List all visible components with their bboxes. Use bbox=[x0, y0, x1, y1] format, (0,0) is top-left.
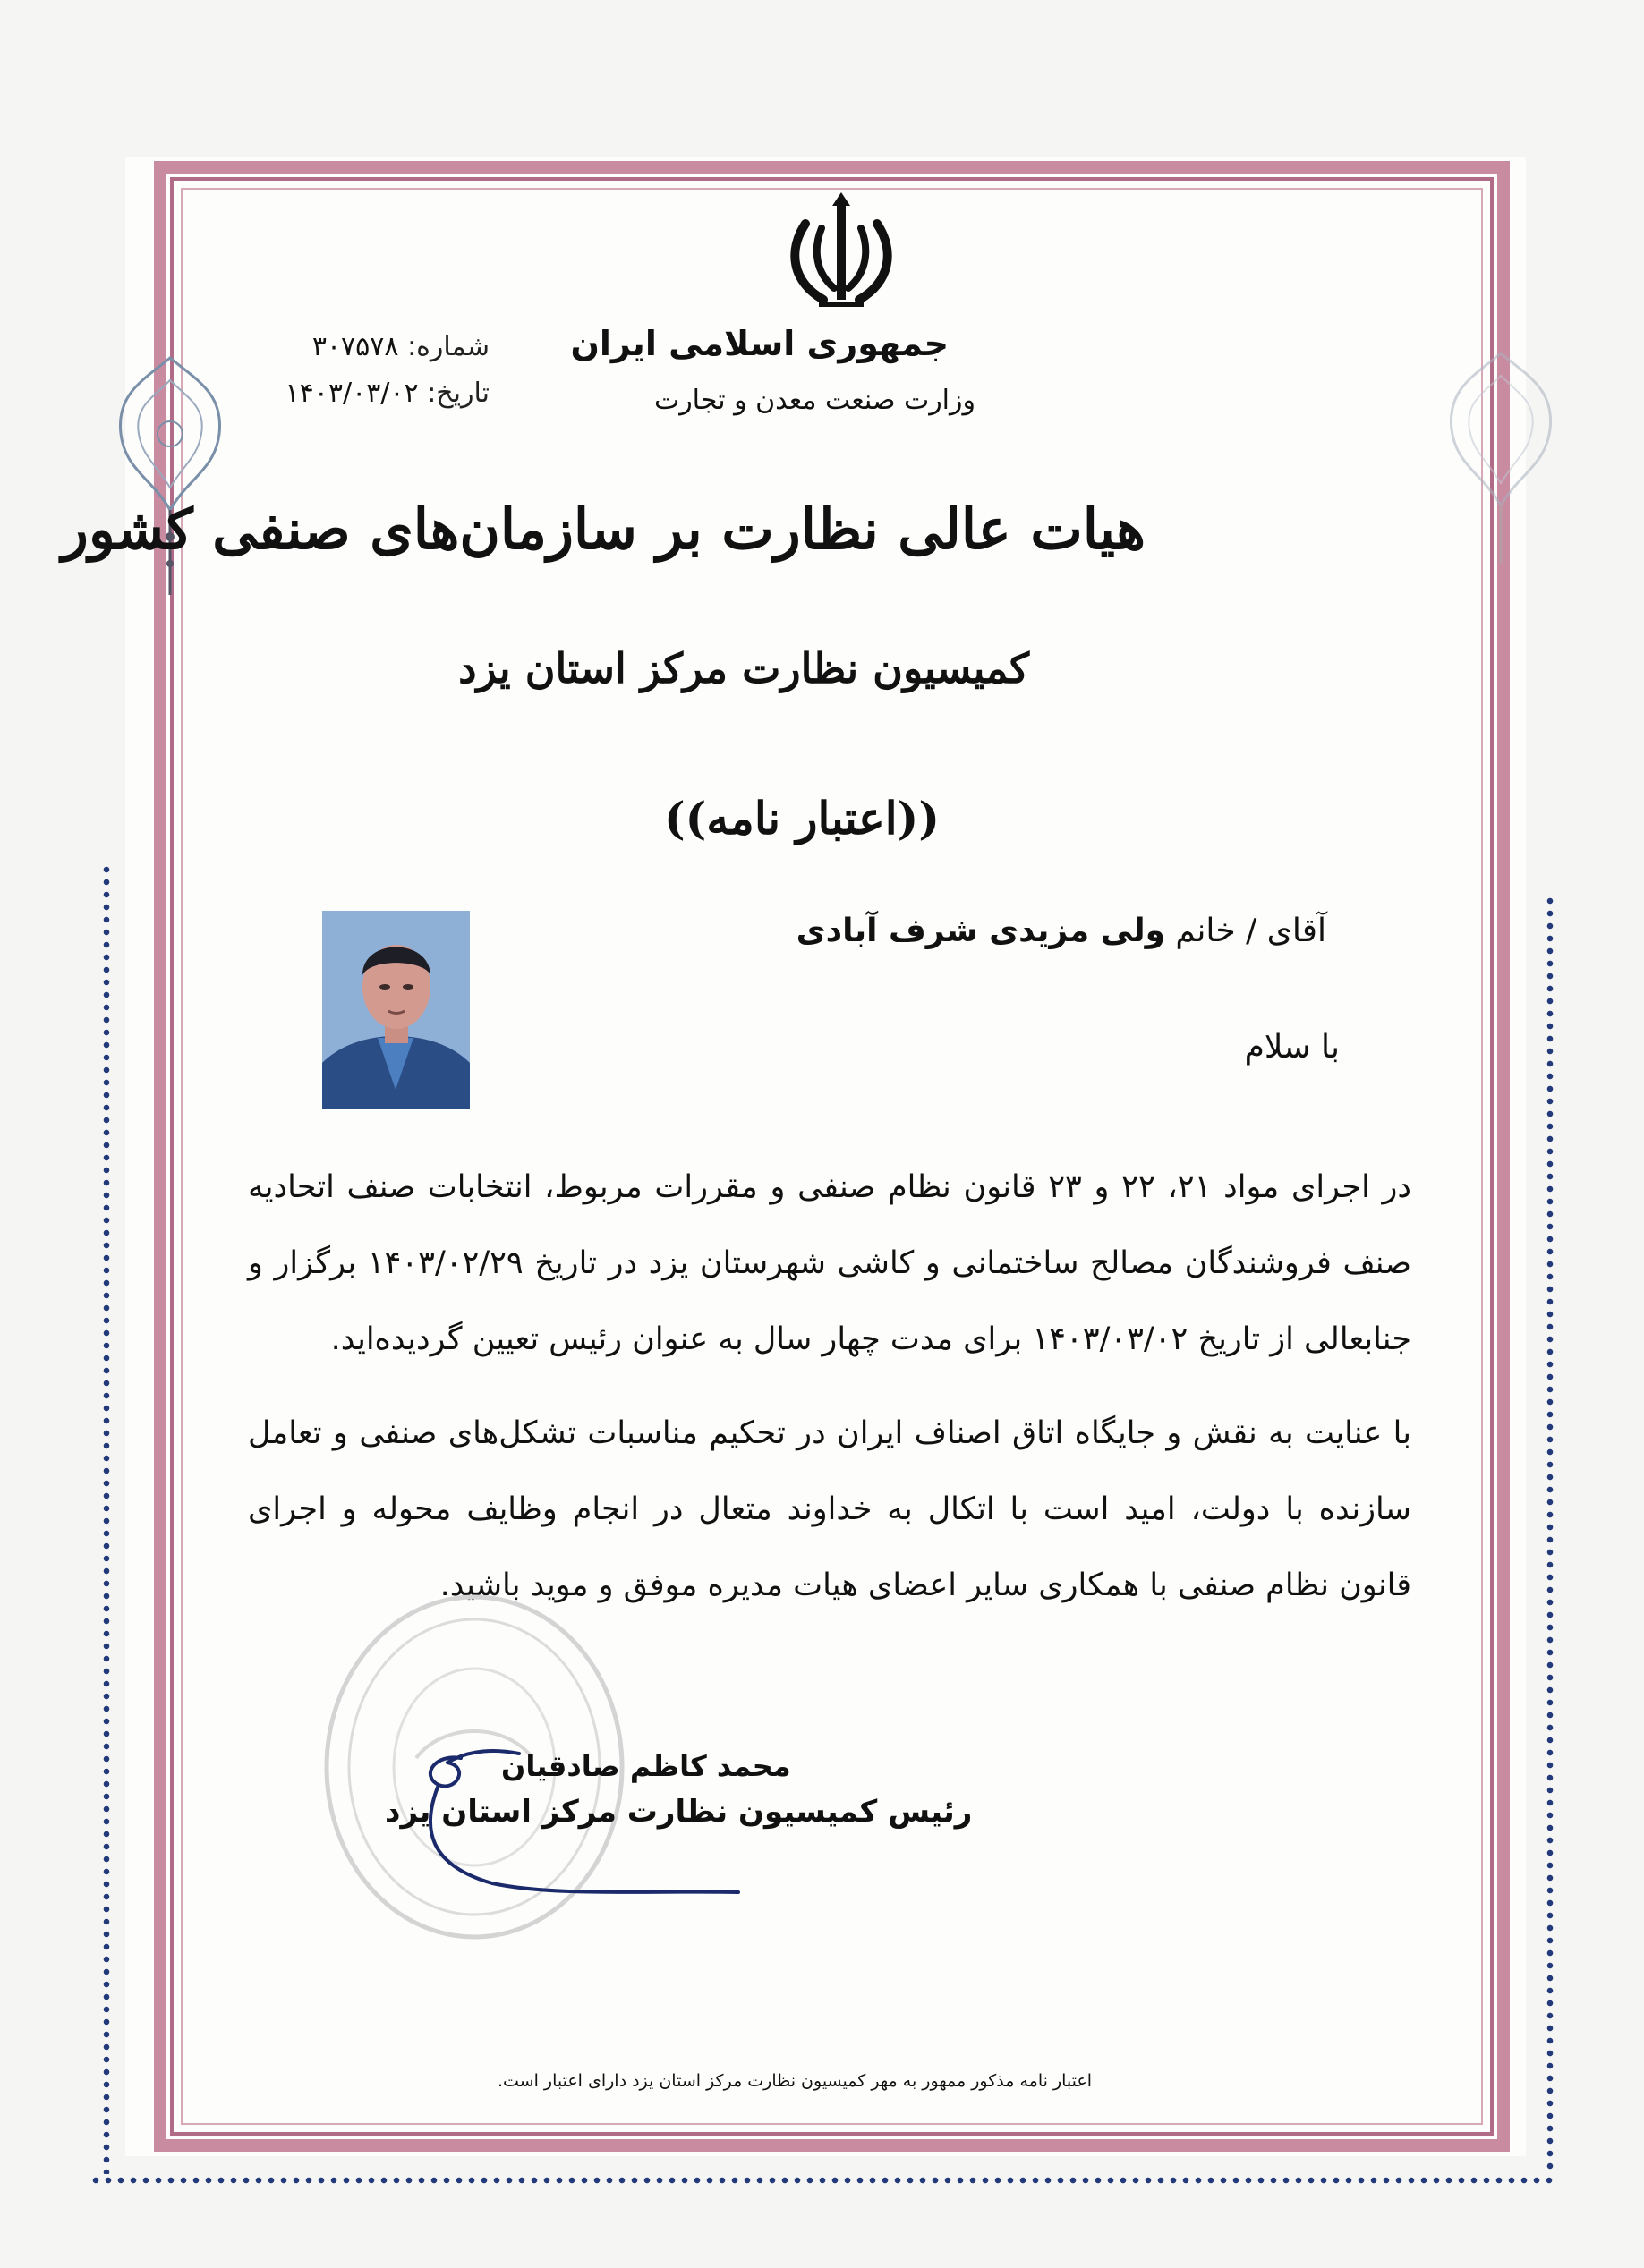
perforation-dots-left bbox=[100, 863, 113, 2174]
document-type-title: ((اعتبار نامه)) bbox=[663, 792, 940, 845]
salutation: با سلام bbox=[1244, 1029, 1340, 1066]
perforation-dots-bottom bbox=[89, 2174, 1557, 2187]
recipient-prefix: آقای / خانم bbox=[1175, 913, 1326, 949]
signatory-name: محمد کاظم صادقیان bbox=[501, 1749, 791, 1783]
ornament-icon bbox=[1443, 349, 1559, 573]
ornament-icon bbox=[112, 353, 228, 604]
recipient-name: ولی مزیدی شرف آبادی bbox=[796, 913, 1165, 949]
body-paragraph-1: در اجرای مواد ۲۱، ۲۲ و ۲۳ قانون نظام صنفی و مقررات مربوط، انتخابات صنف اتحادیه صنف فروشندگان مصالح ساختمانی و کاشی شهرستان یزد در تاریخ ۱۴۰۳/۰۲/۲۹ برگزار و جنابعالی از تاریخ ۱۴۰۳/۰۳/۰۲ برای مدت چهار سال به عنوان رئیس تعیین گردیده‌اید. bbox=[248, 1169, 1412, 1357]
portrait-photo bbox=[322, 911, 470, 1109]
number-value: ۳۰۷۵۷۸ bbox=[311, 331, 399, 362]
perforation-dots-right bbox=[1544, 895, 1556, 2174]
date-value: ۱۴۰۳/۰۳/۰۲ bbox=[285, 378, 419, 409]
letter-number bbox=[312, 331, 490, 362]
date-label: تاریخ: bbox=[427, 378, 490, 409]
organization-title: هیات عالی نظارت بر سازمان‌های صنفی کشور bbox=[61, 497, 1146, 562]
signatory-title: رئیس کمیسیون نظارت مرکز استان یزد bbox=[385, 1794, 973, 1830]
commission-title: کمیسیون نظارت مرکز استان یزد bbox=[458, 644, 1029, 692]
footer-note: اعتبار نامه مذکور ممهور به مهر کمیسیون نظارت مرکز استان یزد دارای اعتبار است. bbox=[497, 2071, 1092, 2091]
letter-date bbox=[285, 378, 490, 409]
recipient-line bbox=[796, 913, 1326, 949]
ministry-name: وزارت صنعت معدن و تجارت bbox=[653, 385, 975, 416]
body-paragraph-2: با عنایت به نقش و جایگاه اتاق اصناف ایران در تحکیم مناسبات تشکل‌های صنفی و تعامل سازنده با دولت، امید است با اتکال به خداوند متعال در انجام وظایف محوله و اجرای قانون نظام صنفی با همکاری سایر اعضای هیات مدیره موفق و موید باشید. bbox=[248, 1415, 1411, 1603]
country-name: جمهوری اسلامی ایران bbox=[570, 324, 949, 363]
iran-emblem-icon bbox=[779, 188, 904, 313]
number-label: شماره: bbox=[407, 331, 490, 362]
